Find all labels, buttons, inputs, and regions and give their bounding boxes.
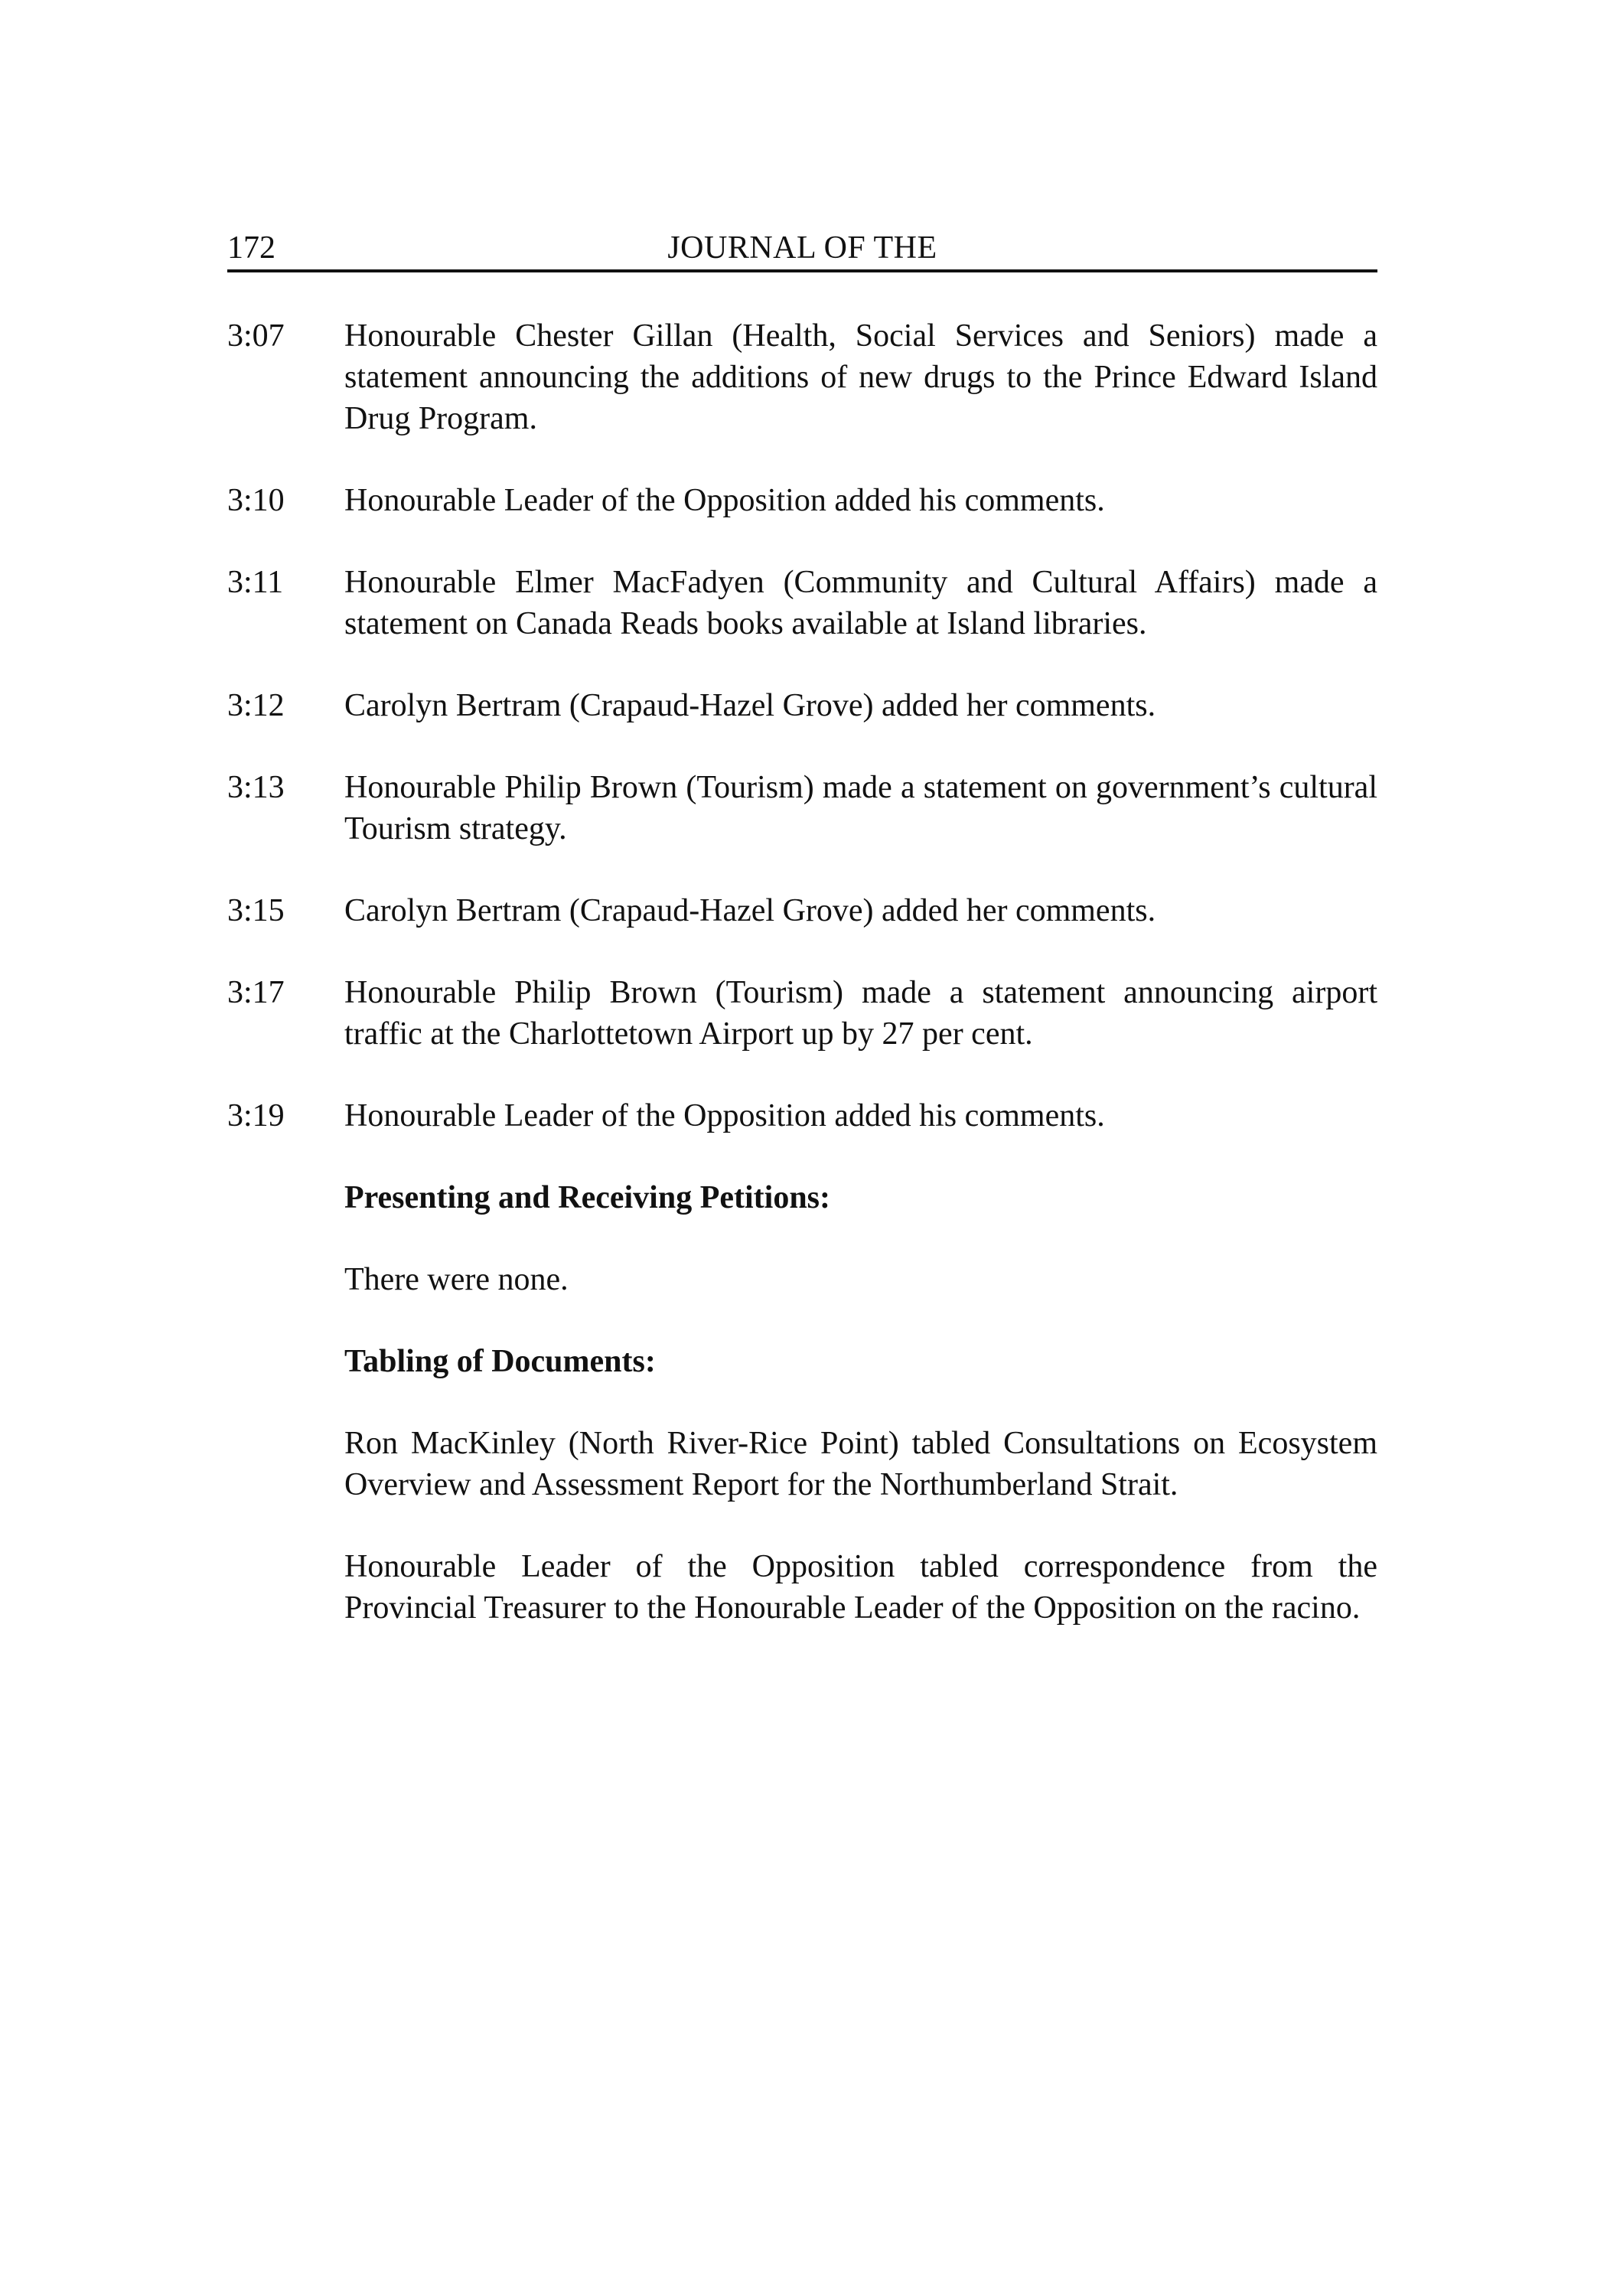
journal-entry — [227, 1095, 1377, 1137]
journal-entry — [227, 685, 1377, 726]
journal-entry — [227, 972, 1377, 1055]
journal-entry — [227, 315, 1377, 439]
entry-time: 3:07 — [227, 318, 285, 354]
entry-time: 3:15 — [227, 893, 285, 928]
entry-text: Carolyn Bertram (Crapaud-Hazel Grove) added her comments. — [344, 688, 1156, 723]
journal-content — [227, 315, 1377, 1669]
documents-heading: Tabling of Documents: — [344, 1344, 656, 1379]
entry-time: 3:10 — [227, 483, 285, 518]
entry-text: Honourable Chester Gillan (Health, Social Services and Seniors) made a statement announcing the additions of new drugs to the Prince Edward Island Drug Program. — [344, 318, 1377, 436]
documents-paragraph: Honourable Leader of the Opposition tabled correspondence from the Provincial Treasurer to the Honourable Leader of the Opposition on the racino. — [344, 1549, 1377, 1626]
petitions-text: There were none. — [344, 1262, 569, 1297]
journal-entry — [227, 562, 1377, 644]
entry-text: Honourable Philip Brown (Tourism) made a statement announcing airport traffic at the Charlottetown Airport up by 27 per cent. — [344, 975, 1377, 1052]
entry-time: 3:17 — [227, 975, 285, 1010]
entry-time: 3:12 — [227, 688, 285, 723]
entry-text: Honourable Leader of the Opposition added his comments. — [344, 1098, 1105, 1133]
entry-time: 3:11 — [227, 565, 284, 600]
journal-entry — [227, 767, 1377, 850]
petitions-heading: Presenting and Receiving Petitions: — [344, 1180, 831, 1215]
entry-time: 3:19 — [227, 1098, 285, 1133]
page-number: 172 — [227, 230, 275, 266]
entry-text: Carolyn Bertram (Crapaud-Hazel Grove) added her comments. — [344, 893, 1156, 928]
journal-entry — [227, 890, 1377, 931]
entry-time: 3:13 — [227, 770, 285, 805]
entry-text: Honourable Leader of the Opposition added his comments. — [344, 483, 1105, 518]
entry-text: Honourable Elmer MacFadyen (Community and Cultural Affairs) made a statement on Canada Reads books available at Island libraries. — [344, 565, 1377, 641]
page-header — [227, 227, 1377, 272]
entry-text: Honourable Philip Brown (Tourism) made a statement on government’s cultural Tourism strategy. — [344, 770, 1377, 846]
documents-paragraph: Ron MacKinley (North River-Rice Point) tabled Consultations on Ecosystem Overview and Assessment Report for the Northumberland Strait. — [344, 1426, 1377, 1502]
running-title: JOURNAL OF THE — [667, 230, 937, 266]
journal-entry — [227, 480, 1377, 521]
